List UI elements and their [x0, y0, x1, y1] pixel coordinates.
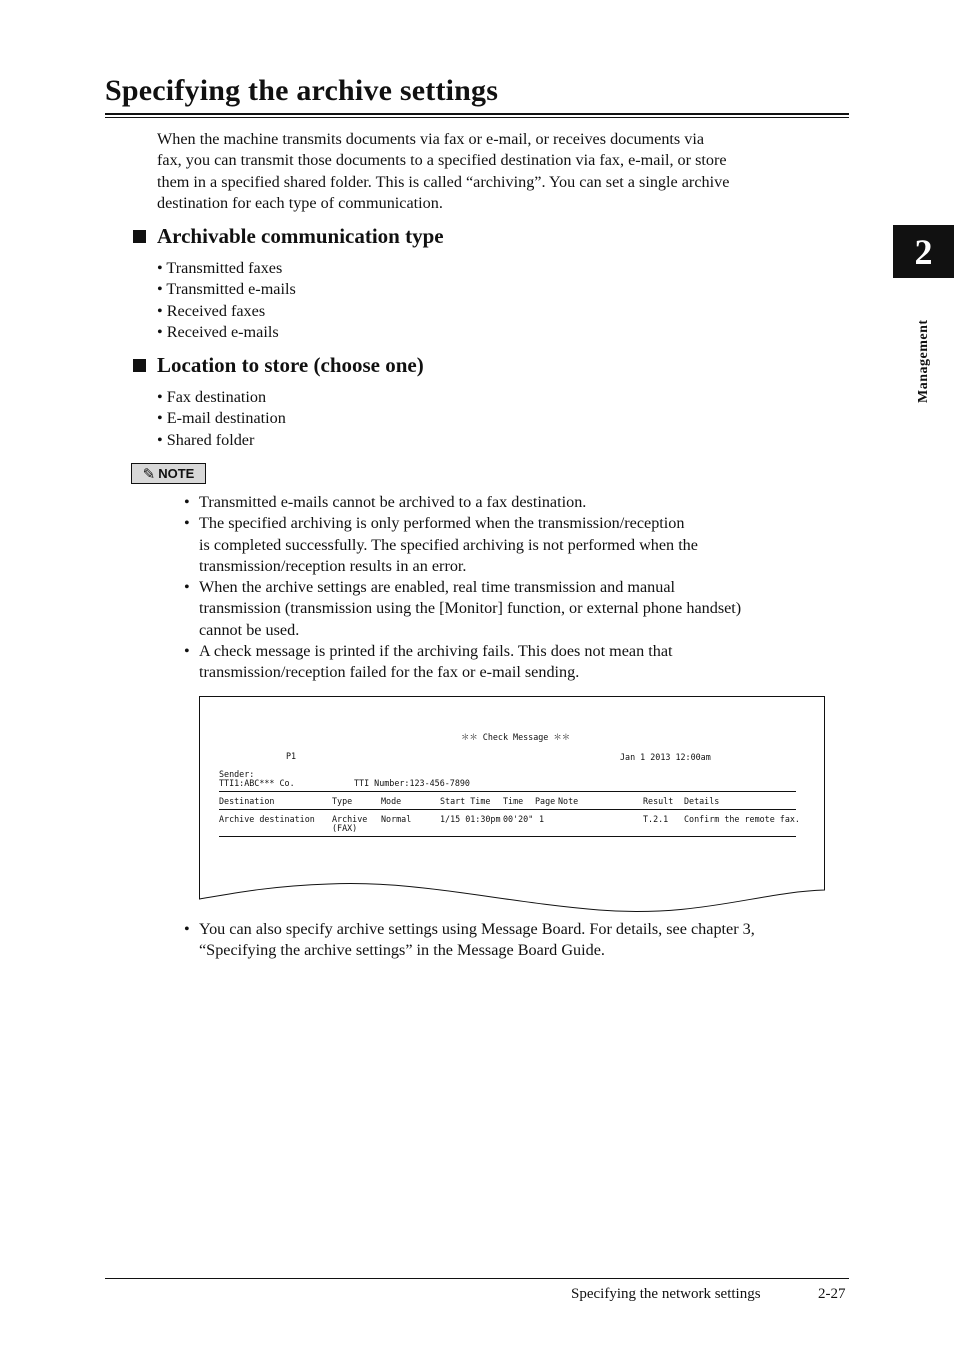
note-line: • You can also specify archive settings using Message Board. For details, see chapter 3,: [199, 920, 755, 938]
column-header: Start Time: [440, 796, 491, 806]
column-header: Mode: [381, 796, 402, 806]
column-header: Note: [558, 796, 579, 806]
section-heading-location: [133, 353, 424, 378]
note-item: [184, 492, 864, 513]
list-item: • Received e-mails: [157, 322, 296, 343]
note-line: • A check message is printed if the archiving fails. This does not mean that: [199, 642, 673, 661]
cell-time: 00'20": [503, 814, 534, 824]
report-rule: [219, 791, 796, 792]
column-header: Destination: [219, 796, 275, 806]
note-line: cannot be used.: [199, 620, 300, 639]
list-item: • E-mail destination: [157, 408, 286, 429]
footer-page-number: 2-27: [818, 1286, 846, 1302]
intro-line: destination for each type of communication.: [157, 193, 443, 212]
note-line: “Specifying the archive settings” in the Message Board Guide.: [199, 941, 605, 960]
column-header: Type: [332, 796, 353, 806]
title-rule: [105, 113, 849, 115]
chapter-tab: 2: [893, 225, 954, 278]
location-list: [157, 387, 286, 451]
note-badge: [131, 463, 206, 484]
report-sender: TTI1:ABC*** Co.: [219, 778, 295, 788]
note-item: [184, 513, 864, 577]
note-line: • The specified archiving is only performed when the transmission/reception: [199, 514, 685, 533]
notes-list: [184, 492, 864, 684]
note-item: [184, 641, 864, 684]
report-date: Jan 1 2013 12:00am: [620, 752, 711, 762]
intro-paragraph: [157, 129, 857, 214]
note-line: is completed successfully. The specified archiving is not performed when the: [199, 535, 698, 554]
note-line: • Transmitted e-mails cannot be archived to a fax destination.: [199, 493, 587, 511]
pencil-icon: ✎: [142, 465, 156, 483]
column-header: Result: [643, 796, 674, 806]
communication-type-list: [157, 258, 296, 343]
check-message-report: [199, 696, 825, 914]
intro-line: fax, you can transmit those documents to a specified destination via fax, e-mail, or store: [157, 151, 727, 170]
cell-details: Confirm the remote fax.: [684, 814, 800, 824]
list-item: • Received faxes: [157, 301, 296, 322]
square-bullet-icon: [133, 359, 146, 372]
list-item: • Fax destination: [157, 387, 286, 408]
column-header: Time: [503, 796, 524, 806]
list-item: • Shared folder: [157, 430, 286, 451]
report-tti-number: TTI Number:123-456-7890: [354, 778, 470, 788]
cell-page: 1: [539, 814, 545, 824]
title-rule-thin: [105, 117, 849, 118]
note-label: NOTE: [158, 466, 195, 481]
section-heading-text: Location to store (choose one): [157, 353, 424, 377]
cell-mode: Normal: [381, 814, 412, 824]
cell-start-time: 1/15 01:30pm: [440, 814, 501, 824]
note-line: transmission/reception results in an error.: [199, 556, 467, 575]
note-item: [184, 577, 864, 641]
note-item: [184, 919, 864, 962]
intro-line: When the machine transmits documents via fax or e-mail, or receives documents via: [157, 130, 705, 148]
cell-type-sub: (FAX): [332, 823, 358, 833]
list-item: • Transmitted faxes: [157, 258, 296, 279]
notes-list-after: [184, 919, 864, 962]
note-line: • When the archive settings are enabled, real time transmission and manual: [199, 578, 676, 597]
report-heading: ＊＊ Check Message ＊＊: [461, 732, 571, 742]
report-page: P1: [286, 751, 297, 761]
note-line: transmission (transmission using the [Monitor] function, or external phone handset): [199, 599, 742, 618]
intro-line: them in a specified shared folder. This is called “archiving”. You can set a single archive: [157, 172, 730, 191]
cell-type: Archive: [332, 814, 368, 824]
page-title: Specifying the archive settings: [105, 74, 499, 107]
footer-section-title: Specifying the network settings: [571, 1286, 761, 1302]
chapter-label: Management: [916, 319, 931, 403]
cell-result: T.2.1: [643, 814, 669, 824]
report-sender-label: Sender:: [219, 769, 255, 779]
cell-destination: Archive destination: [219, 814, 315, 824]
report-rule: [219, 836, 796, 837]
note-line: transmission/reception failed for the fax or e-mail sending.: [199, 663, 580, 682]
footer-rule: [105, 1278, 849, 1279]
column-header: Page: [535, 796, 556, 806]
list-item: • Transmitted e-mails: [157, 279, 296, 300]
report-rule: [219, 809, 796, 810]
section-heading-text: Archivable communication type: [157, 224, 444, 248]
section-heading-communication-type: [133, 224, 444, 249]
column-header: Details: [684, 796, 720, 806]
square-bullet-icon: [133, 230, 146, 243]
